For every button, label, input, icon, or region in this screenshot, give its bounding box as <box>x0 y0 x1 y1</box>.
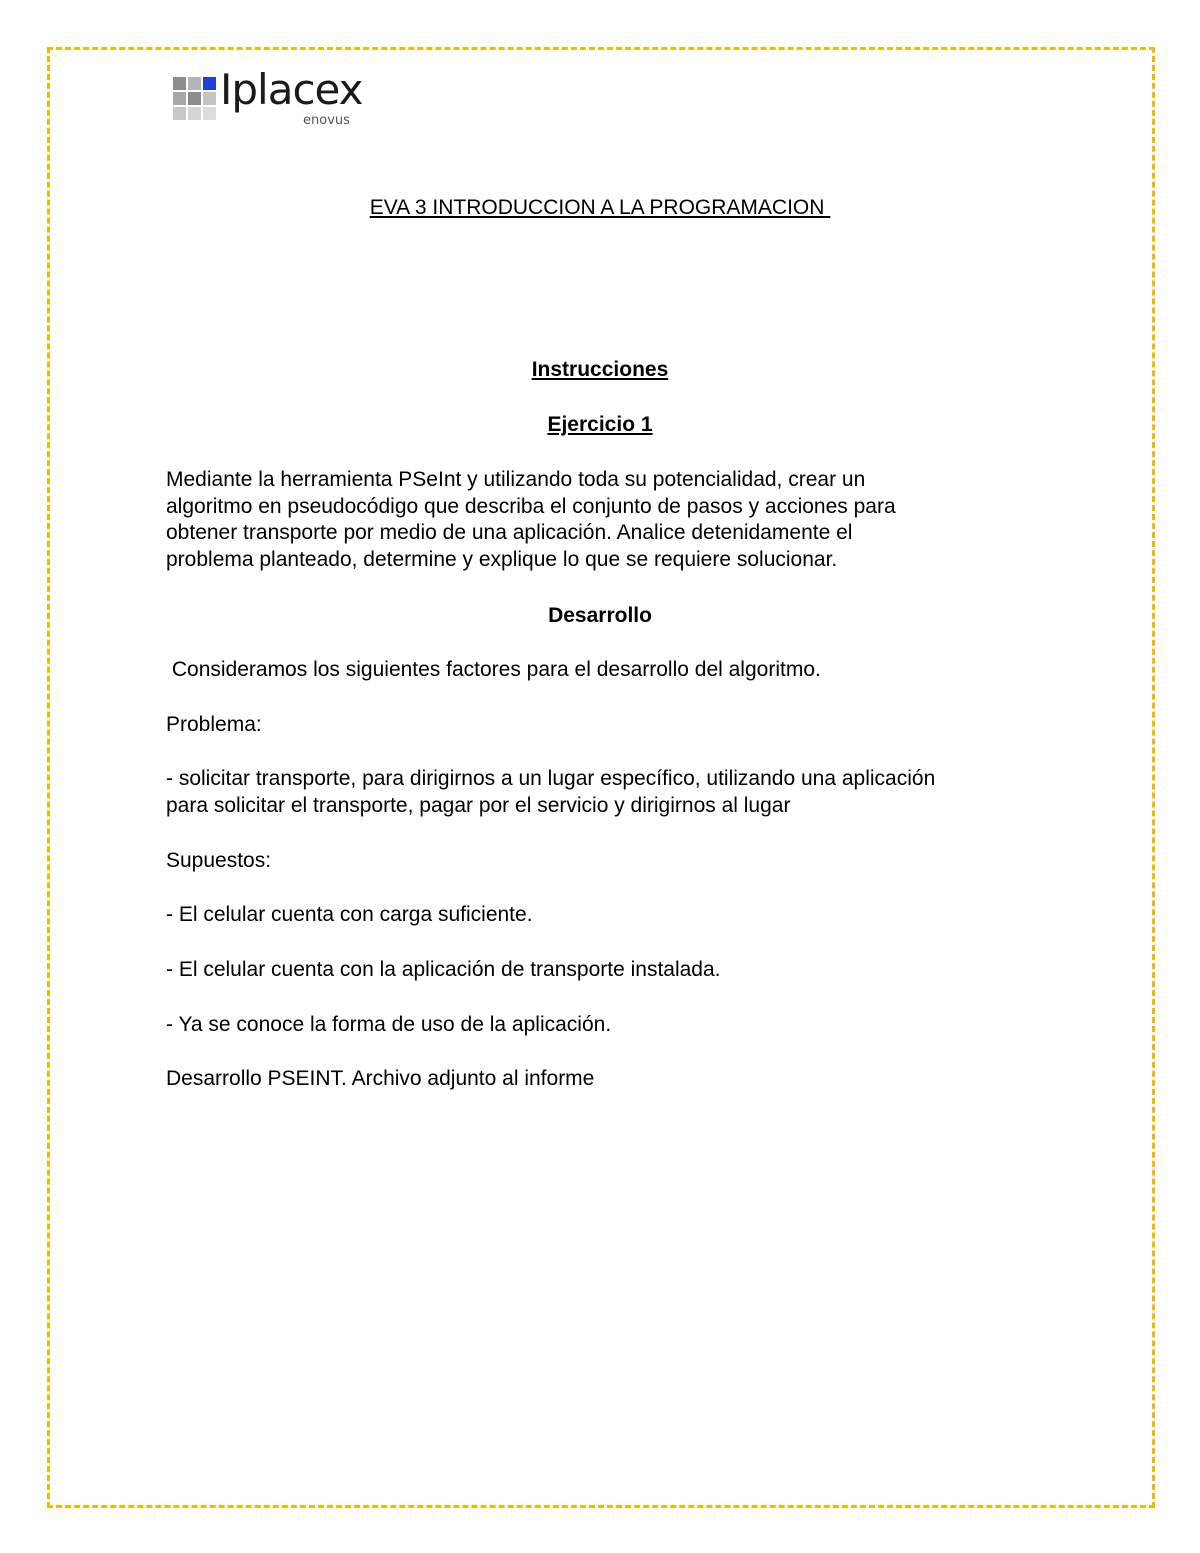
assumption-item: - El celular cuenta con la aplicación de transporte instalada. <box>166 958 721 981</box>
iplacex-logo <box>173 65 373 130</box>
assumption-item: - El celular cuenta con carga suficiente. <box>166 903 533 926</box>
document-title: EVA 3 INTRODUCCION A LA PROGRAMACION <box>369 196 831 219</box>
development-heading: Desarrollo <box>548 604 652 627</box>
exercise-heading: Ejercicio 1 <box>547 413 653 436</box>
instructions-heading: Instrucciones <box>531 358 669 381</box>
factors-intro: Consideramos los siguientes factores para el desarrollo del algoritmo. <box>166 658 821 681</box>
closing-text: Desarrollo PSEINT. Archivo adjunto al informe <box>166 1067 595 1090</box>
logo-subtitle: enovus <box>303 113 350 128</box>
problem-label: Problema: <box>166 713 262 736</box>
assumption-item: - Ya se conoce la forma de uso de la aplicación. <box>166 1013 612 1036</box>
logo-wordmark: Iplacex <box>220 65 363 114</box>
logo-squares-icon <box>173 77 217 121</box>
assumptions-label: Supuestos: <box>166 849 272 872</box>
problem-text: - solicitar transporte, para dirigirnos a un lugar específico, utilizando una aplicación para solicitar el transporte, pagar por el servicio y dirigirnos al lugar <box>166 767 936 817</box>
exercise-text: Mediante la herramienta PSeInt y utilizando toda su potencialidad, crear un algoritmo en pseudocódigo que describa el conjunto de pasos y acciones para obtener transporte por medio de una aplicación. Analice detenidamente el problema planteado, determine y explique lo que se requiere solucionar. <box>166 468 896 571</box>
